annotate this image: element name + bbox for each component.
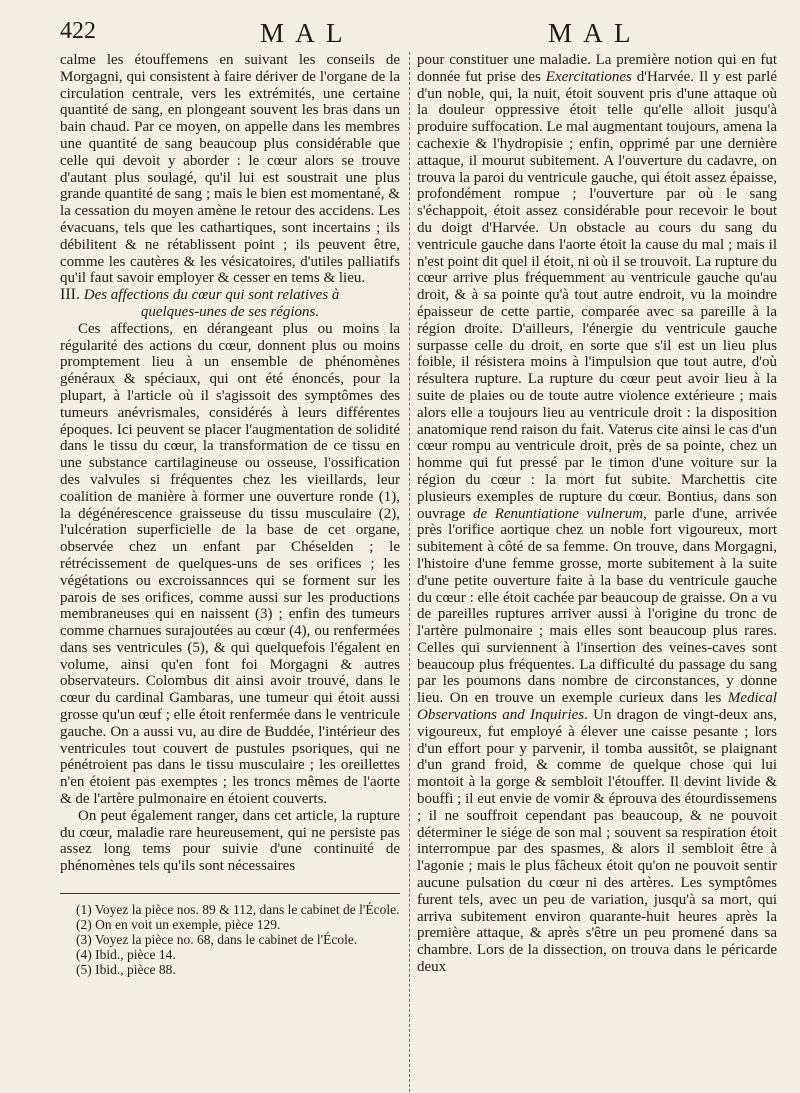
running-header xyxy=(60,18,790,48)
footnote: (3) Voyez la pièce no. 68, dans le cabinet de l'École. xyxy=(76,932,358,948)
page-number: 422 xyxy=(60,18,96,44)
text-run: d'Harvée. Il y est parlé d'un noble, qui, la nuit, étoit souvent pris d'une attaque où la douleur oppressive étoit telle qu'elle alloit jusqu'à produire suffocation. Le mal augmentant toujours, amena la cachexie & l'hydropisie ; enfin, opprimé par une dernière attaque, il mourut subitement. A l'ouverture du cadavre, on trouva la paroi du ventricule gauche, qui étoit assez épaisse, profondément rompue ; l'ouverture par où le sang s'échappoit, étoit assez considérable pour recevoir le bout du doigt d'Harvée. Un obstacle au cours du sang du ventricule gauche dans l'aorte étoit la cause du mal ; mais il n'est point dit quel il étoit, ni où il se trouvoit. La rupture du cœur arrive plus fréquemment au ventricule gauche qu'au droit, & à sa pointe qu'à tout autre endroit, vu la moindre épaisseur de cette partie, comparée avec sa pareille à la région droite. D'ailleurs, l'énergie du ventricule gauche surpasse celle du droit, en sorte que s'il est un lieu plus foible, il résistera moins à l'impulsion que tout autre, d'où résultera rupture. La rupture du cœur peut avoir lieu à la suite de plaies ou de toute autre violence extérieure ; mais alors elle a toujours lieu au ventricule droit : la disposition anatomique rend raison du fait. Vaterus cite ainsi le cas d'un cœur rompu au ventricule droit, près de sa pointe, chez un homme qui fut pressé par le timon d'une voiture sur la région du cœur : la mort fut subite. Marchettis cite plusieurs exemples de rupture du cœur. Bontius, dans son ouvrage xyxy=(417,68,777,522)
footnote-divider xyxy=(60,893,400,894)
book-title: Exercitationes xyxy=(545,68,632,85)
left-column xyxy=(60,52,400,977)
right-column xyxy=(417,52,777,976)
section-title: Des affections du cœur qui sont relatives à xyxy=(83,287,340,304)
header-left-word: M A L xyxy=(260,18,346,48)
text-run: . Un dragon de vingt-deux ans, vigoureux, fut employé à élever une caisse pesante ; lors d'un effort pour y parvenir, il tomba aussitôt, se plaignant d'un grand froid, & comme de quelque chose qui lui montoit à la gorge & sembloit l'étouffer. Il devint livide & bouffi ; il eut envie de vomir & éprouva des étourdissemens ; il ne souffroit cependant pas beaucoup, & ne pouvoit déterminer le siége de son mal ; souvent sa respiration étoit interrompue par des spasmes, & alors il sembloit être à l'agonie ; mais le plus fâcheux étoit qu'on ne pouvoit sentir aucune pulsation du cœur ni des artères. Les symptômes furent tels, avec un peu de variation, jusqu'à sa mort, qui arriva subitement environ quarante-huit heures après la première attaque, & après s'être un peu promené dans sa chambre. Lors de la dissection, on trouva dans le péricarde deux xyxy=(417,707,777,976)
footnote: (5) Ibid., pièce 88. xyxy=(76,962,176,978)
footnote: (4) Ibid., pièce 14. xyxy=(76,947,176,963)
footnote: (1) Voyez la pièce nos. 89 & 112, dans le cabinet de l'École. xyxy=(76,902,400,918)
header-right-word: M A L xyxy=(548,18,634,48)
paragraph xyxy=(417,52,777,976)
section-number: III. xyxy=(60,286,80,304)
section-title-continued: quelques-unes de ses régions. xyxy=(140,303,320,320)
section-heading xyxy=(60,287,400,321)
paragraph: calme les étouffemens en suivant les conseils de Morgagni, qui consistent à faire dériver de l'organe de la circulation centrale, vers les extrémités, une certaine quantité de sang, en plongeant souvent les bras dans un bain chaud. Par ce moyen, on appelle dans les membres une quantité de sang beaucoup plus considérable que celle qui devoit y aborder : le cœur alors se trouve d'autant plus soulagé, qu'il lui est soustrait une plus grande quantité de sang ; mais le bien est momentané, & la cessation du moyen amène le retour des accidens. Les évacuans, tels que les cathartiques, sont incertains ; ils débilitent & ne rétablissent point ; ils peuvent être, comme les cautères & les vésicatoires, d'utiles palliatifs qu'il faut savoir employer & cesser en tems & lieu. xyxy=(60,52,400,287)
text-run: pour constituer une maladie. La première notion qui en fut donnée fut prise des xyxy=(417,52,777,85)
book-title: de Renuntiatione vulnerum xyxy=(472,505,644,522)
book-title: Medical Observations and Inquiries xyxy=(417,690,777,724)
footnote: (2) On en voit un exemple, pièce 129. xyxy=(76,917,281,933)
paragraph: On peut également ranger, dans cet article, la rupture du cœur, maladie rare heureusement, qui ne persiste pas assez long tems pour suivie d'une continuité de phénomènes tels qu'ils sont nécessaires xyxy=(60,807,400,875)
text-run: , parle d'une, arrivée près l'orifice aortique chez un noble fort vigoureux, mort subitement à côté de sa femme. On trouve, dans Morgagni, l'histoire d'une femme grosse, morte subitement à la suite d'une petite ouverture faite à la base du ventricule gauche du cœur : elle étoit cachée par beaucoup de graisse. On a vu de pareilles ruptures arriver aussi à l'origine du tronc de l'artère pulmonaire ; mais elles sont beaucoup plus rares. Celles qui surviennent à l'insertion des veines-caves sont beaucoup plus fréquentes. La difficulté du passage du sang par les poumons dans nombre de circonstances, y donne lieu. On en trouve un exemple curieux dans les xyxy=(417,505,777,707)
footnotes xyxy=(60,902,400,977)
column-divider xyxy=(409,52,410,1092)
paragraph: Ces affections, en dérangeant plus ou moins la régularité des actions du cœur, donnent plus ou moins promptement lieu à un ensemble de phénomènes généraux & spéciaux, qui ont été énoncés, pour la plupart, à l'article où il s'agissoit des symptômes des tumeurs anévrismales, considérés à leurs différentes époques. Ici peuvent se placer l'augmentation de solidité dans le tissu du cœur, la transformation de ce tissu en une substance cartilagineuse ou osseuse, l'ossification des valvules si fréquentes chez les vieillards, leur coalition de manière à former une ouverture ronde (1), la dégénérescence graisseuse du tissu musculaire (2), l'ulcération superficielle de la base de cet organe, observée chez un enfant par Chéselden ; le rétrécissement de quelques-uns de ses orifices ; les végétations ou excroissannces qui se forment sur les parois de ses orifices, comme aussi sur les productions membraneuses qui en naissent (3) ; enfin des tumeurs comme charnues surajoutées au cœur (4), ou renfermées dans ses ventricules (5), & qui quelquefois l'égalent en volume, ainsi qu'en font foi Morgagni & autres observateurs. Colombus dit ainsi avoir trouvé, dans le cœur du cardinal Gambaras, une tumeur qui étoit aussi grosse qu'un œuf ; elle étoit renfermée dans le ventricule gauche. On a aussi vu, au dire de Buddée, l'intérieur des ventricules tout couvert de pustules psoriques, qui ne pénétroient pas dans le tissu musculaire ; les oreillettes n'en étoient pas exemptes ; les troncs mêmes de l'aorte & de l'artère pulmonaire en étoient couverts. xyxy=(60,320,400,808)
